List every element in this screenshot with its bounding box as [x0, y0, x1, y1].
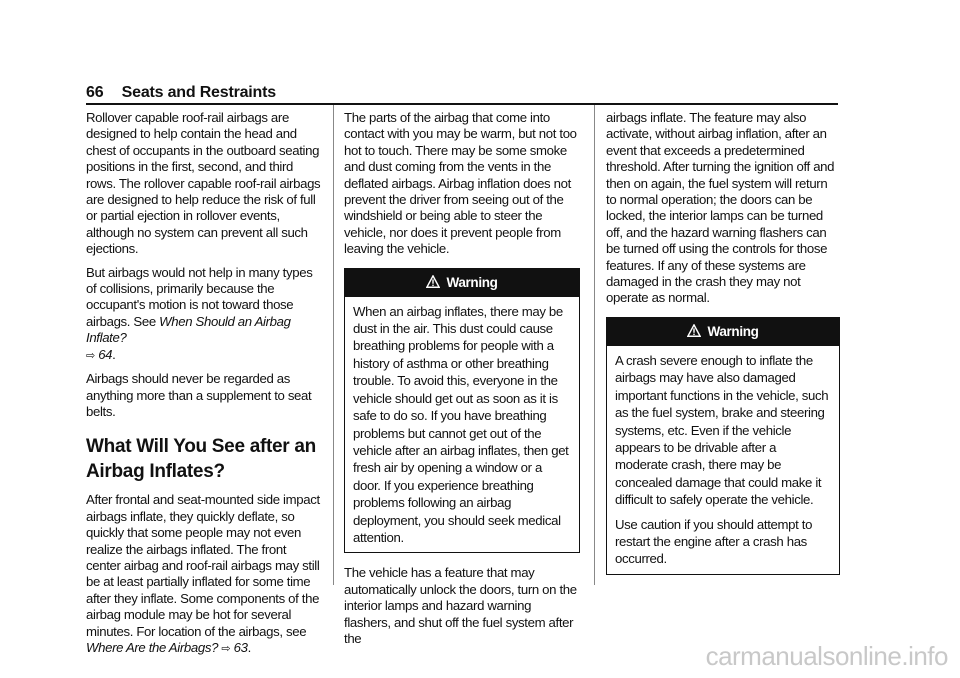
- column-divider-1: [333, 105, 334, 585]
- page-arrow-icon: ⇨: [221, 642, 231, 655]
- warning-header: [345, 269, 579, 297]
- header-rule: [86, 103, 838, 105]
- column-divider-2: [594, 105, 595, 585]
- warning-text: A crash severe enough to inflate the airbags may have also damaged important functions in the vehicle, such as the fuel system, brake and steering systems, etc. Even if the vehicle appears to be drivable after a moderate crash, there may be concealed damage that could make it difficult to safely operate the vehicle.: [615, 352, 829, 508]
- warning-body: [607, 346, 839, 574]
- warning-box: [606, 317, 840, 575]
- page-header: [86, 84, 838, 104]
- paragraph-collisions: But airbags would not help in many types of collisions, primarily because the occupant's motion is not toward those airbags. See When Should an Airbag Inflate? ⇨ 64.: [86, 264, 313, 362]
- column-3: [606, 110, 840, 587]
- column-2: [344, 110, 580, 654]
- watermark: carmanualsonline.info: [705, 641, 948, 671]
- warning-box: [344, 268, 580, 554]
- warning-title: Warning: [446, 274, 498, 290]
- warning-body: [345, 297, 579, 553]
- cross-reference-link[interactable]: When Should an Airbag Inflate? ⇨ 64: [86, 313, 291, 362]
- column-1: [86, 110, 322, 664]
- warning-triangle-icon: [687, 324, 701, 338]
- section-heading: What Will You See after an Airbag Inflates?: [86, 436, 316, 483]
- paragraph-feature-continued: airbags inflate. The feature may also activate, without airbag inflation, after an event that exceeds a predetermined threshold. After turning the ignition off and then on again, the fuel system will return to normal operation; the doors can be locked, the interior lamps can be turned off, and the hazard warning flashers can be turned off using the controls for those features. If any of these systems are damaged in the crash they may not operate as normal.: [606, 110, 835, 306]
- paragraph-after-inflate: After frontal and seat-mounted side impact airbags inflate, they quickly deflate, so quickly that some people may not even realize the airbags inflated. The front center airbag and roof-rail airbags may still be at least partially inflated for some time after they inflate. Some components of the airbag module may be hot for several minutes. For location of the airbags, see Where Are the Airbags? ⇨ 63.: [86, 492, 320, 655]
- paragraph-supplement: Airbags should never be regarded as anything more than a supplement to seat belts.: [86, 371, 312, 419]
- warning-title: Warning: [707, 323, 759, 339]
- page-arrow-icon: ⇨: [86, 349, 95, 362]
- cross-reference-link[interactable]: Where Are the Airbags? ⇨ 63: [86, 639, 248, 655]
- paragraph-rollover: Rollover capable roof-rail airbags are designed to help contain the head and chest of occupants in the outboard seating positions in the first, second, and third rows. The rollover capable roof-rail airbags are designed to help reduce the risk of full or partial ejection in rollover events, although no system can prevent all such ejections.: [86, 110, 321, 257]
- section-title: Seats and Restraints: [121, 84, 276, 101]
- warning-text: Use caution if you should attempt to restart the engine after a crash has occurred.: [615, 516, 813, 567]
- warning-triangle-icon: [426, 275, 440, 289]
- page-number: 66: [86, 84, 104, 101]
- warning-text: When an airbag inflates, there may be dust in the air. This dust could cause breathing problems for people with a history of asthma or other breathing trouble. To avoid this, everyone in the vehicle should get out as soon as it is safe to do so. If you have breathing problems but cannot get out of the vehicle after an airbag inflates, then get fresh air by opening a window or a door. If you experience breathing problems following an airbag deployment, you should seek medical attention.: [353, 303, 569, 545]
- paragraph-airbag-parts: The parts of the airbag that come into contact with you may be warm, but not too hot to touch. There may be some smoke and dust coming from the vents in the deflated airbags. Airbag inflation does not prevent the driver from seeing out of the windshield or being able to steer the vehicle, nor does it prevent people from leaving the vehicle.: [344, 110, 577, 257]
- warning-header: [607, 318, 839, 346]
- paragraph-vehicle-feature: The vehicle has a feature that may automatically unlock the doors, turn on the interior lamps and hazard warning flashers, and shut off the fuel system after the: [344, 565, 577, 646]
